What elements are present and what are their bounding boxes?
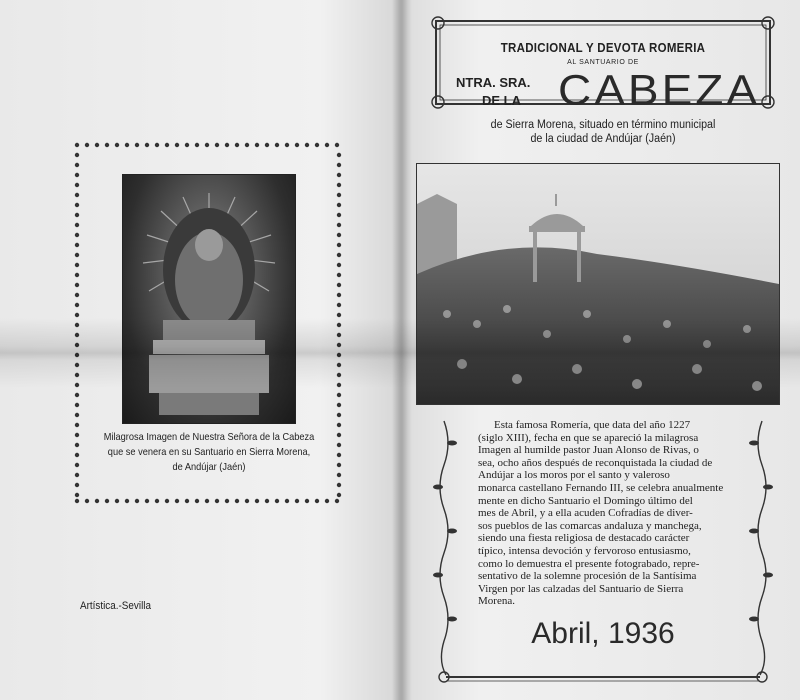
printer-credit: Artística.-Sevilla <box>80 600 151 612</box>
event-date: Abril, 1936 <box>531 617 675 650</box>
procession-photo <box>416 163 780 405</box>
virgin-image-photo <box>122 174 296 424</box>
body-line: Esta famosa Romería, que data del año 1227 <box>494 419 691 431</box>
caption-line: de Andújar (Jaén) <box>172 461 246 473</box>
body-line: sos pueblos de las comarcas andaluza y manchega, <box>478 519 702 532</box>
image-frame <box>72 140 344 506</box>
title-line-4: DE LA <box>482 93 521 108</box>
title-main: CABEZA <box>558 65 761 114</box>
body-line: sea, ocho años después de reconquistada la ciudad de <box>478 456 713 469</box>
title-block <box>430 15 776 114</box>
caption-line: Milagrosa Imagen de Nuestra Señora de la Cabeza <box>103 431 315 443</box>
body-line: monarca castellano Fernando III, se celebra anualmente <box>478 481 724 494</box>
body-line: mente en dicho Santuario el Domingo último del <box>478 494 693 507</box>
body-line: mes de Abril, y a ella acuden Cofradías de diver- <box>478 507 693 520</box>
body-line: Virgen por las calzadas del Santuario de Sierra <box>478 582 684 595</box>
subtitle-line: de Sierra Morena, situado en término municipal <box>490 119 716 131</box>
fold-crease-vertical <box>392 0 412 700</box>
title-line-1: TRADICIONAL Y DEVOTA ROMERIA <box>500 41 706 55</box>
description-block <box>430 413 776 683</box>
subtitle <box>442 118 764 146</box>
subtitle-line: de la ciudad de Andújar (Jaén) <box>530 133 676 145</box>
body-line: (siglo XIII), fecha en que se apareció la milagrosa <box>478 431 699 444</box>
title-line-2: AL SANTUARIO DE <box>567 59 639 66</box>
body-line: como lo demuestra el presente fotograbado, repre- <box>478 557 700 570</box>
body-line: siendo una fiesta religiosa de destacado carácter <box>478 532 690 545</box>
caption-line: que se venera en su Santuario en Sierra Morena, <box>107 446 311 458</box>
body-line: Morena. <box>478 595 515 608</box>
body-line: sentativo de la solemne procesión de la Santísima <box>478 570 697 583</box>
body-line: típico, intensa devoción y fervoroso entusiasmo, <box>478 544 691 557</box>
description-text <box>478 419 732 608</box>
body-line: Andújar a los moros por el santo y valeroso <box>478 469 670 482</box>
body-line: Imagen al humilde pastor Juan Alonso de Rivas, o <box>478 444 699 457</box>
title-line-3: NTRA. SRA. <box>456 75 531 90</box>
image-caption <box>101 430 317 475</box>
